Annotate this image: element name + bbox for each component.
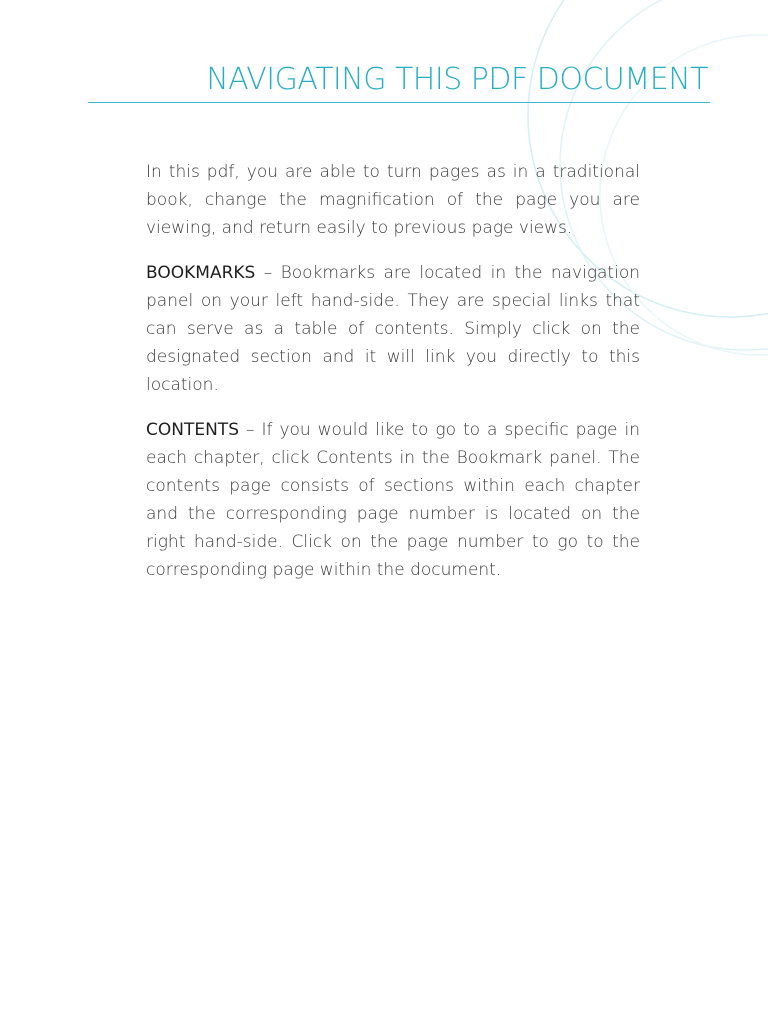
bookmarks-paragraph: [146, 259, 640, 399]
page-title: NAVIGATING THIS PDF DOCUMENT: [206, 62, 708, 97]
intro-paragraph: In this pdf, you are able to turn pages as in a traditional book, change the magnification of the page you are viewing, and return easily to previous page views.: [146, 162, 640, 238]
contents-text: – If you would like to go to a specific page in each chapter, click Contents in the Bookmark panel. The contents page consists of sections within each chapter and the corresponding page number is located on the right hand-side. Click on the page number to go to the corresponding page within the document.: [146, 420, 640, 580]
contents-heading: CONTENTS: [146, 420, 239, 440]
bookmarks-text: – Bookmarks are located in the navigation panel on your left hand-side. They are special links that can serve as a table of contents. Simply click on the designated section and it will link you directly to this location.: [146, 263, 640, 395]
bookmarks-heading: BOOKMARKS: [146, 263, 256, 283]
title-underline: [88, 102, 710, 103]
contents-paragraph: [146, 416, 640, 584]
body-text: [146, 158, 640, 601]
